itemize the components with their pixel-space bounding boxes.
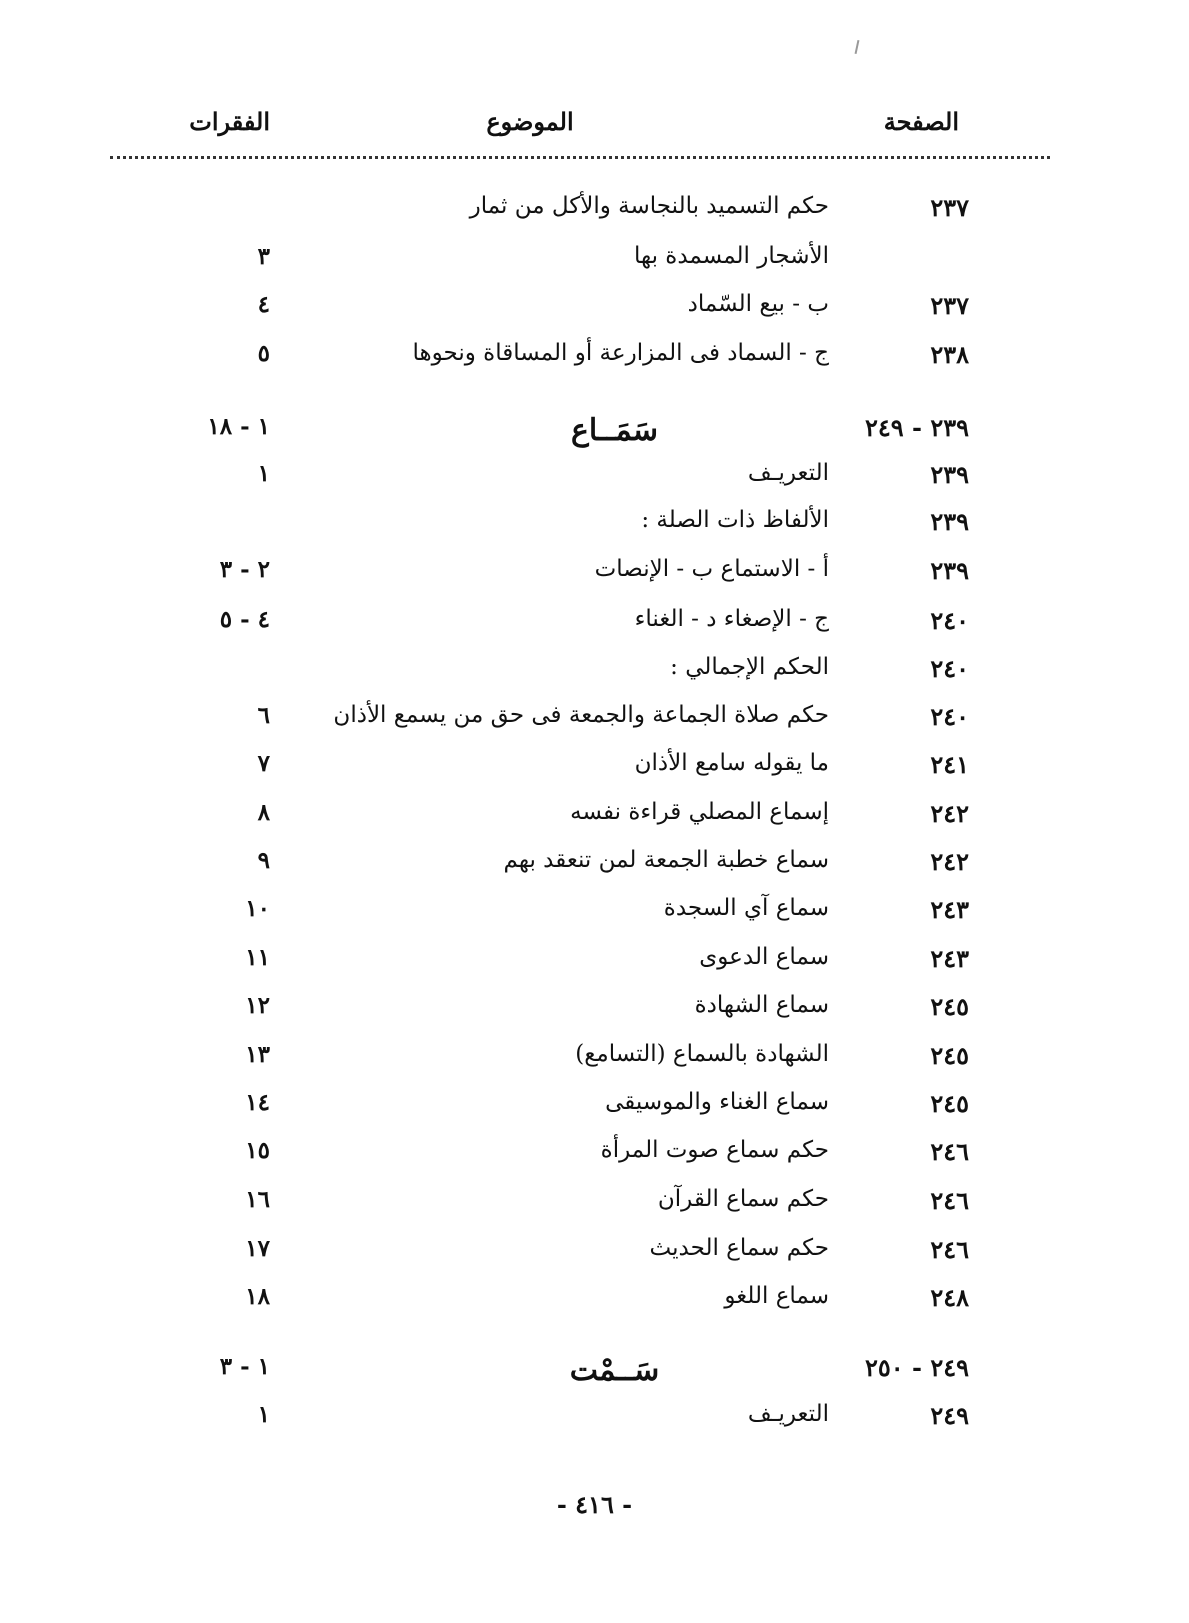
page-ref: ٢٤٩	[930, 1401, 969, 1430]
index-row	[0, 750, 1189, 794]
paragraph-ref: ٥	[257, 340, 270, 367]
paragraph-ref: ١٨	[245, 1283, 270, 1310]
scan-mark	[855, 40, 860, 54]
page-ref: ٢٣٩	[930, 556, 969, 585]
paragraph-ref: ١	[257, 1401, 270, 1428]
index-row	[0, 291, 1189, 335]
entry-title: سَــمْت	[569, 1353, 660, 1388]
topic-text: حكم سماع صوت المرأة	[600, 1137, 829, 1163]
topic-text: الأشجار المسمدة بها	[633, 243, 829, 269]
topic-text: سماع الدعوى	[699, 944, 829, 970]
paragraph-ref: ١١	[245, 944, 270, 971]
topic-text: التعريـف	[747, 460, 829, 486]
header-page-label: الصفحة	[883, 107, 959, 136]
page-ref: ٢٣٩	[930, 507, 969, 536]
paragraph-ref: ١٢	[245, 992, 270, 1019]
entry-heading-row	[0, 413, 1189, 457]
paragraph-ref: ١ - ١٨	[207, 413, 270, 440]
index-row	[0, 944, 1189, 988]
topic-text: الشهادة بالسماع (التسامع)	[575, 1041, 829, 1067]
paragraph-ref: ٦	[257, 702, 270, 729]
topic-text: أ - الاستماع ب - الإنصات	[594, 556, 829, 582]
page-ref: ٢٣٧	[930, 193, 969, 222]
page-ref: ٢٤٠	[930, 606, 969, 635]
index-row	[0, 1283, 1189, 1327]
paragraph-ref: ٧	[257, 750, 270, 777]
paragraph-ref: ١	[257, 460, 270, 487]
topic-text: سماع اللغو	[724, 1283, 829, 1309]
index-row	[0, 243, 1189, 287]
topic-text: حكم سماع القرآن	[657, 1186, 829, 1212]
header-divider	[110, 156, 1050, 159]
index-row	[0, 1041, 1189, 1085]
page-ref: ٢٣٩	[930, 460, 969, 489]
entry-title: سَمَــاع	[570, 413, 659, 448]
paragraph-ref: ٩	[257, 847, 270, 874]
topic-text: ب - بيع السّماد	[687, 291, 829, 317]
page-ref: ٢٣٧	[930, 291, 969, 320]
page-ref: ٢٤٦	[930, 1235, 969, 1264]
page-ref: ٢٤٦	[930, 1186, 969, 1215]
topic-text: سماع الشهادة	[694, 992, 829, 1018]
page-ref: ٢٤٣	[930, 895, 969, 924]
topic-text: سماع الغناء والموسيقى	[605, 1089, 829, 1115]
topic-text: الحكم الإجمالي :	[670, 654, 829, 680]
index-row	[0, 340, 1189, 384]
paragraph-ref: ٣	[257, 243, 270, 270]
paragraph-ref: ١٥	[245, 1137, 270, 1164]
topic-text: إسماع المصلي قراءة نفسه	[570, 799, 829, 825]
page-ref: ٢٤٥	[930, 992, 969, 1021]
page-ref: ٢٤٠	[930, 702, 969, 731]
page-ref: ٢٤٥	[930, 1089, 969, 1118]
page-ref: ٢٤٣	[930, 944, 969, 973]
index-row	[0, 799, 1189, 843]
page-ref: ٢٣٨	[930, 340, 969, 369]
index-row	[0, 507, 1189, 551]
index-row	[0, 1186, 1189, 1230]
index-row	[0, 1235, 1189, 1279]
topic-text: سماع آي السجدة	[663, 895, 829, 921]
index-row	[0, 654, 1189, 698]
page-ref: ٢٤١	[930, 750, 969, 779]
index-row	[0, 606, 1189, 650]
index-row	[0, 702, 1189, 746]
page-ref: ٢٤٩ - ٢٥٠	[864, 1353, 969, 1382]
page-ref: ٢٤٠	[930, 654, 969, 683]
paragraph-ref: ٤ - ٥	[219, 606, 270, 633]
topic-text: ما يقوله سامع الأذان	[634, 750, 829, 776]
topic-text: سماع خطبة الجمعة لمن تنعقد بهم	[503, 847, 829, 873]
index-row	[0, 460, 1189, 504]
index-row	[0, 992, 1189, 1036]
index-row	[0, 556, 1189, 600]
page-ref: ٢٤٨	[930, 1283, 969, 1312]
header-topic-label: الموضوع	[486, 107, 574, 136]
page-ref: ٢٤٥	[930, 1041, 969, 1070]
header-paragraphs-label: الفقرات	[189, 107, 270, 136]
topic-text: حكم صلاة الجماعة والجمعة فى حق من يسمع الأذان	[333, 702, 829, 728]
paragraph-ref: ١ - ٣	[219, 1353, 270, 1380]
page-ref: ٢٤٢	[930, 847, 969, 876]
paragraph-ref: ٤	[257, 291, 270, 318]
topic-text: حكم التسميد بالنجاسة والأكل من ثمار	[469, 193, 829, 219]
entry-heading-row	[0, 1353, 1189, 1397]
page-ref: ٢٤٢	[930, 799, 969, 828]
topic-text: التعريـف	[747, 1401, 829, 1427]
index-row	[0, 1137, 1189, 1181]
paragraph-ref: ١٠	[245, 895, 270, 922]
paragraph-ref: ١٣	[245, 1041, 270, 1068]
index-row	[0, 847, 1189, 891]
paragraph-ref: ١٤	[245, 1089, 270, 1116]
topic-text: ج - السماد فى المزارعة أو المساقاة ونحوها	[412, 340, 829, 366]
page-ref: ٢٣٩ - ٢٤٩	[864, 413, 969, 442]
paragraph-ref: ٢ - ٣	[219, 556, 270, 583]
paragraph-ref: ١٦	[245, 1186, 270, 1213]
page-number: - ٤١٦ -	[556, 1490, 633, 1519]
index-row	[0, 1401, 1189, 1445]
index-row	[0, 895, 1189, 939]
topic-text: ج - الإصغاء د - الغناء	[634, 606, 829, 632]
topic-text: حكم سماع الحديث	[649, 1235, 829, 1261]
index-row	[0, 193, 1189, 237]
paragraph-ref: ١٧	[245, 1235, 270, 1262]
paragraph-ref: ٨	[257, 799, 270, 826]
topic-text: الألفاظ ذات الصلة :	[641, 507, 829, 533]
index-row	[0, 1089, 1189, 1133]
page-ref: ٢٤٦	[930, 1137, 969, 1166]
